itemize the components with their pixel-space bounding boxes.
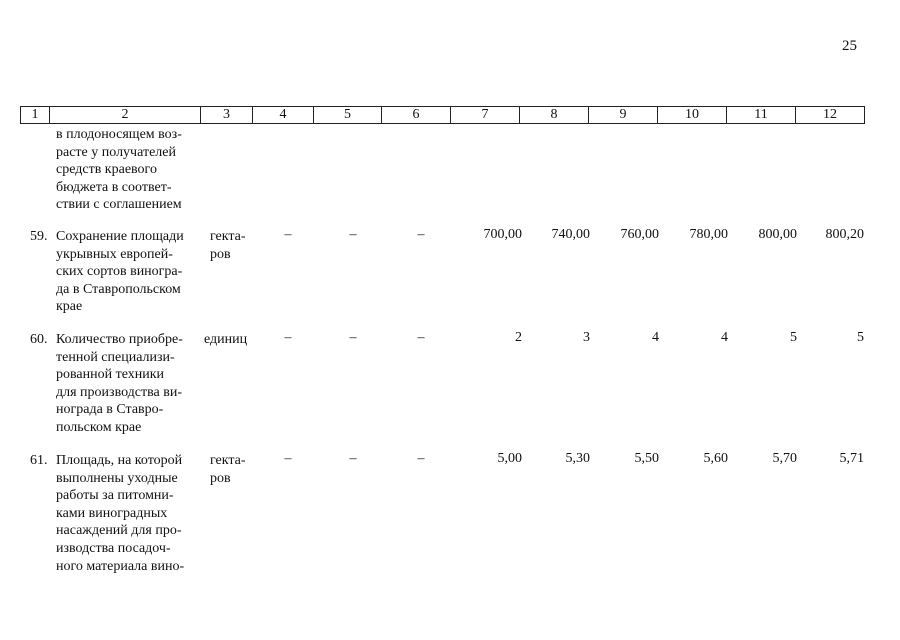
cell-col6: – [417,451,425,466]
header-cell: 1 [21,107,50,124]
cell-col4: – [284,227,292,242]
header-cell: 12 [796,107,865,124]
cell-col4: – [284,451,292,466]
column-header-table [20,106,865,124]
value-col11: 800,00 [758,227,797,242]
cell-col4: – [284,330,292,345]
value-col8: 740,00 [551,227,590,242]
header-cell: 5 [314,107,382,124]
unit [210,228,246,263]
unit [204,331,247,349]
unit-line: ров [210,246,231,262]
unit [210,452,246,487]
header-cell: 9 [589,107,658,124]
value-col10: 5,60 [703,451,728,466]
page-number: 25 [842,38,857,54]
value-col9: 4 [652,330,659,345]
description-line: изводства посадоч- [56,540,171,556]
description-line: средств краевого [56,162,157,178]
description-line: работы за питомни- [56,488,174,504]
header-cell: 6 [382,107,451,124]
description-line: рованной техники [56,367,165,383]
description-line: насаждений для про- [56,523,182,539]
description-line: крае [56,299,83,315]
description-line: Сохранение площади [56,229,184,244]
row-number: 59. [30,229,48,244]
header-cell: 11 [727,107,796,124]
value-col10: 4 [721,330,728,345]
description-line: ских сортов виногра- [56,264,183,280]
value-col7: 2 [515,330,522,345]
value-col8: 5,30 [565,451,590,466]
value-col12: 800,20 [825,227,864,242]
header-cell: 10 [658,107,727,124]
value-col8: 3 [583,330,590,345]
header-cell: 3 [201,107,253,124]
cell-col5: – [349,451,357,466]
header-row [21,107,865,124]
description-line: укрывных европей- [56,246,173,262]
row-description [56,452,196,575]
description-line: в плодоносящем воз- [56,127,182,142]
value-col12: 5,71 [839,451,864,466]
value-col9: 760,00 [620,227,659,242]
description-line: да в Ставропольском [56,281,181,297]
header-cell: 4 [253,107,314,124]
description-line: Площадь, на которой [56,453,183,468]
description-line: ками виноградных [56,505,168,521]
unit-line: гекта- [210,229,246,244]
row-description [56,228,196,316]
cell-col5: – [349,330,357,345]
cell-col6: – [417,330,425,345]
cell-col5: – [349,227,357,242]
value-col10: 780,00 [689,227,728,242]
description-line: ствии с соглашением [56,197,182,213]
description-line: расте у получателей [56,144,176,160]
description-line: Количество приобре- [56,332,183,347]
continuation-description [56,126,196,214]
description-line: польском крае [56,419,142,435]
description-line: для производства ви- [56,384,183,400]
value-col11: 5,70 [772,451,797,466]
unit-line: ров [210,470,231,486]
description-line: тенной специализи- [56,349,175,365]
header-cell: 2 [50,107,201,124]
description-line: бюджета в соответ- [56,179,172,195]
value-col12: 5 [857,330,864,345]
header-cell: 7 [451,107,520,124]
value-col7: 700,00 [483,227,522,242]
row-description [56,331,196,437]
value-col9: 5,50 [634,451,659,466]
header-cell: 8 [520,107,589,124]
cell-col6: – [417,227,425,242]
value-col11: 5 [790,330,797,345]
description-line: ного материала вино- [56,558,185,574]
description-line: выполнены уходные [56,470,178,486]
row-number: 61. [30,453,48,468]
unit-line: единиц [204,332,248,347]
description-line: нограда в Ставро- [56,402,164,418]
unit-line: гекта- [210,453,246,468]
value-col7: 5,00 [497,451,522,466]
row-number: 60. [30,332,48,347]
